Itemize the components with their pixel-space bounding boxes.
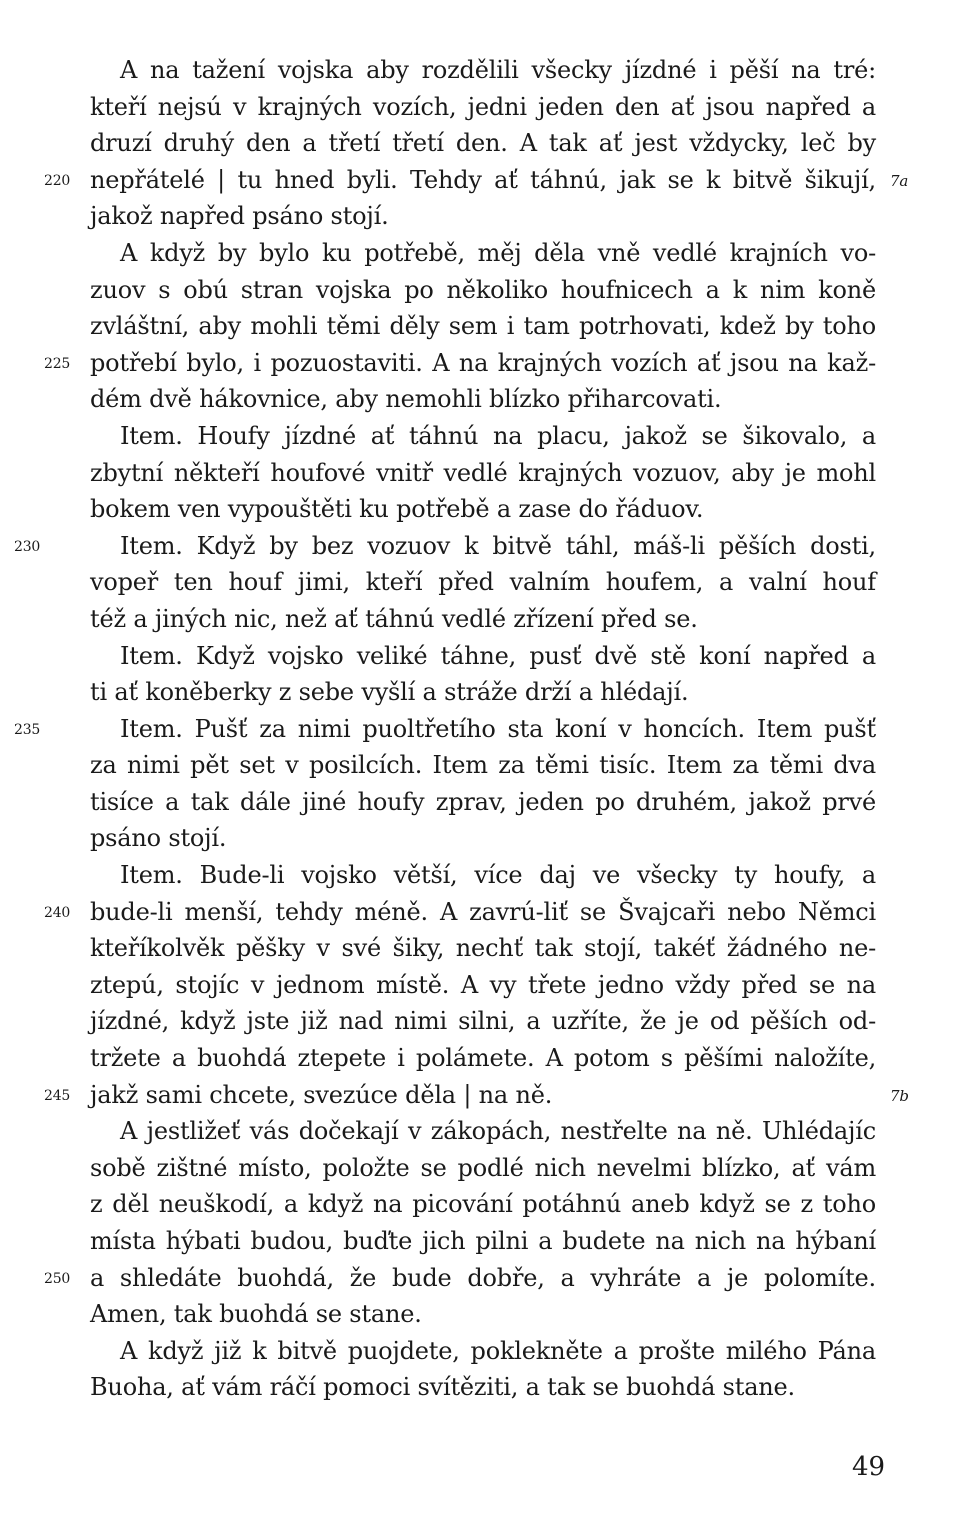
text-line-10	[90, 381, 876, 418]
text-line-18	[90, 674, 876, 711]
text-line-12	[90, 455, 876, 492]
line-text: Item. Houfy jízdné ať táhnú na placu, jakož se šikovalo, a	[120, 421, 876, 450]
line-number: 250	[44, 1270, 71, 1287]
text-line-5	[90, 198, 876, 235]
text-line-35	[90, 1296, 876, 1333]
line-text: též a jiných nic, než ať táhnú vedlé zřízení před se.	[90, 604, 698, 633]
line-text: kteříkolvěk pěšky v své šiky, nechť tak stojí, takéť žádného ne-	[90, 934, 876, 963]
line-number: 220	[44, 172, 71, 189]
line-text: bokem ven vypouštěti ku potřebě a zase do řáduov.	[90, 495, 704, 524]
line-text: Item. Bude-li vojsko větší, více daj ve všecky ty houfy, a	[120, 861, 876, 890]
text-line-33	[90, 1223, 876, 1260]
text-line-13	[90, 491, 876, 528]
text-line-28	[90, 1040, 876, 1077]
line-text: jakož napřed psáno stojí.	[90, 202, 389, 231]
text-line-16	[90, 601, 876, 638]
line-text: ti ať koněberky z sebe vyšlí a stráže drží a hlédají.	[90, 678, 689, 707]
margin-folio-note: 7b	[890, 1086, 909, 1105]
line-text: bude-li menší, tehdy méně. A zavrú-liť se Švajcaři nebo Němci	[90, 897, 876, 926]
text-line-36	[90, 1333, 876, 1370]
line-number: 245	[44, 1087, 71, 1104]
line-text: sobě zištné místo, položte se podlé nich nevelmi blízko, ať vám	[90, 1153, 876, 1182]
line-text: nepřátelé | tu hned byli. Tehdy ať táhnú, jak se k bitvě šikují,	[90, 165, 876, 194]
line-text: zvláštní, aby mohli těmi děly sem i tam potrhovati, kdež by toho	[90, 312, 876, 341]
text-line-11	[90, 418, 876, 455]
line-text: jízdné, když jste již nad nimi silni, a uzříte, že je od pěších od-	[90, 1007, 876, 1036]
text-line-9	[44, 345, 876, 382]
line-text: zbytní někteří houfové vnitř vedlé krajných vozuov, aby je mohl	[90, 458, 876, 487]
line-text: psáno stojí.	[90, 824, 227, 853]
line-text: A jestližeť vás dočekají v zákopách, nestřelte na ně. Uhlédajíc	[120, 1117, 876, 1146]
line-text: druzí druhý den a třetí třetí den. A tak ať jest vždycky, leč by	[90, 129, 876, 158]
text-line-3	[90, 125, 876, 162]
line-text: zuov s obú stran vojska po několiko houfnicech a k nim koně	[90, 275, 876, 304]
text-line-37	[90, 1369, 876, 1406]
line-text: místa hýbati budou, buďte jich pilni a budete na nich na hýbaní	[90, 1227, 876, 1255]
line-number: 235	[14, 721, 41, 738]
page-number: 49	[852, 1452, 886, 1482]
text-line-24	[44, 894, 876, 931]
line-text: Item. Když vojsko veliké táhne, pusť dvě stě koní napřed a	[120, 641, 876, 670]
line-text: kteří nejsú v krajných vozích, jedni jeden den ať jsou napřed a	[90, 92, 876, 121]
line-text: vopeř ten houf jimi, kteří před valním houfem, a valní houf	[90, 568, 876, 597]
line-text: jakž sami chcete, svezúce děla | na ně.	[90, 1080, 553, 1109]
text-line-4	[44, 162, 909, 199]
text-line-26	[90, 967, 876, 1004]
text-line-30	[90, 1113, 876, 1150]
line-text: Item. Pušť za nimi puoltřetího sta koní v honcích. Item pušť	[120, 714, 876, 743]
body-text	[14, 52, 909, 1406]
line-number: 225	[44, 355, 71, 372]
line-text: tisíce a tak dále jiné houfy zprav, jeden po druhém, jakož prvé	[90, 787, 876, 816]
line-text: A když by bylo ku potřebě, měj děla vně vedlé krajních vo-	[120, 238, 876, 267]
line-text: za nimi pět set v posilcích. Item za těmi tisíc. Item za těmi dva	[90, 751, 876, 780]
text-line-2	[90, 89, 876, 126]
text-line-34	[44, 1260, 876, 1297]
text-line-17	[90, 638, 876, 675]
text-line-6	[90, 235, 876, 272]
text-line-8	[90, 308, 876, 345]
text-line-20	[90, 747, 876, 784]
line-text: z děl neuškodí, a když na picování potáhnú aneb když se z toho	[90, 1190, 876, 1219]
text-line-32	[90, 1186, 876, 1223]
line-text: dém dvě hákovnice, aby nemohli blízko přiharcovati.	[90, 385, 722, 414]
margin-folio-note: 7a	[890, 171, 909, 190]
line-number: 240	[44, 904, 71, 921]
line-text: a shledáte buohdá, že bude dobře, a vyhráte a je polomíte.	[90, 1263, 876, 1292]
line-text: tržete a buohdá ztepete i polámete. A potom s pěšími naložíte,	[90, 1044, 876, 1073]
text-line-31	[90, 1150, 876, 1187]
line-text: ztepú, stojíc v jednom místě. A vy třete jedno vždy před se na	[90, 970, 876, 999]
text-line-25	[90, 930, 876, 967]
line-number: 230	[14, 538, 41, 555]
line-text: Amen, tak buohdá se stane.	[90, 1300, 422, 1329]
text-line-15	[90, 564, 876, 601]
text-line-29	[44, 1077, 909, 1114]
text-line-27	[90, 1003, 876, 1040]
line-text: A na tažení vojska aby rozdělili všecky jízdné i pěší na tré:	[120, 56, 876, 84]
text-line-22	[90, 820, 876, 857]
text-line-23	[90, 857, 876, 894]
text-line-21	[90, 784, 876, 821]
line-text: potřebí bylo, i pozuostaviti. A na krajných vozích ať jsou na kaž-	[90, 348, 876, 377]
line-text: Buoha, ať vám ráčí pomoci svítěziti, a tak se buohdá stane.	[90, 1373, 795, 1402]
text-line-14	[14, 528, 876, 565]
text-line-7	[90, 272, 876, 309]
text-line-19	[14, 711, 876, 748]
line-text: Item. Když by bez vozuov k bitvě táhl, máš-li pěších dosti,	[120, 531, 876, 560]
line-text: A když již k bitvě puojdete, poklekněte a prošte milého Pána	[120, 1336, 876, 1365]
text-line-1	[90, 52, 876, 89]
